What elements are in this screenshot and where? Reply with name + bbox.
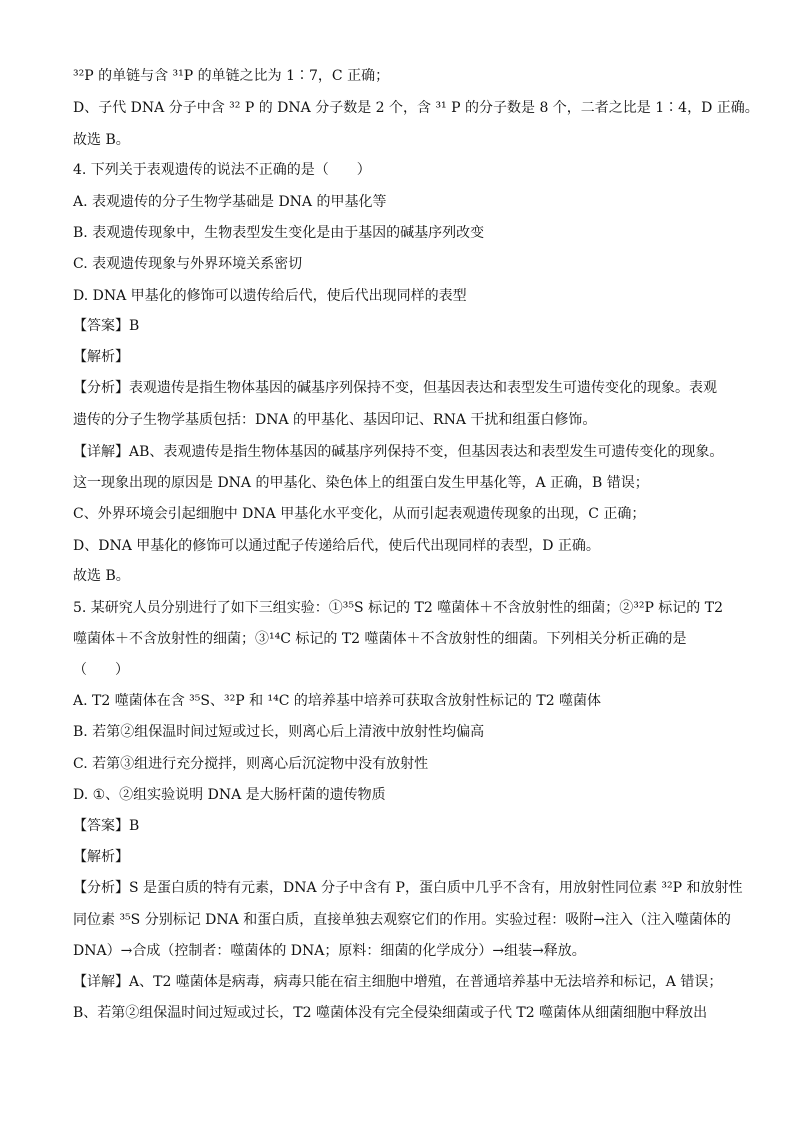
question-4-option-c: C. 表观遗传现象与外界环境关系密切 <box>73 256 303 272</box>
text-line-2: D、子代 DNA 分子中含 ³² P 的 DNA 分子数是 2 个，含 ³¹ P 的分子数是 8 个，二者之比是 1∶4，D 正确。 <box>73 100 759 116</box>
question-5-option-a: A. T2 噬菌体在含 ³⁵S、³²P 和 ¹⁴C 的培养基中培养可获取含放射性标记的 T2 噬菌体 <box>73 693 602 709</box>
question-4-conclusion: 故选 B。 <box>73 568 130 584</box>
question-5-analysis-line-2: 同位素 ³⁵S 分别标记 DNA 和蛋白质，直接单独去观察它们的作用。实验过程：吸附→注入（注入噬菌体的 <box>73 912 731 928</box>
question-4-analysis-line-2: 遗传的分子生物学基质包括：DNA 的甲基化、基因印记、RNA 干扰和组蛋白修饰。 <box>73 412 597 428</box>
text-line-1: ³²P 的单链与含 ³¹P 的单链之比为 1∶7，C 正确； <box>73 68 390 84</box>
question-5-stem-line-3: （ ） <box>73 662 129 678</box>
question-4-detail-line-1: 【详解】AB、表观遗传是指生物体基因的碱基序列保持不变，但基因表达和表型发生可遗传变化的现象。 <box>73 444 724 460</box>
question-5-option-b: B. 若第②组保温时间过短或过长，则离心后上清液中放射性均偏高 <box>73 724 485 740</box>
question-4-detail-line-3: C、外界环境会引起细胞中 DNA 甲基化水平变化，从而引起表观遗传现象的出现，C 正确； <box>73 506 646 522</box>
text-line-3: 故选 B。 <box>73 132 130 148</box>
question-4-option-d: D. DNA 甲基化的修饰可以遗传给后代，使后代出现同样的表型 <box>73 288 467 304</box>
question-5-option-c: C. 若第③组进行充分搅拌，则离心后沉淀物中没有放射性 <box>73 756 429 772</box>
question-5-detail-line-2: B、若第②组保温时间过短或过长，T2 噬菌体没有完全侵染细菌或子代 T2 噬菌体从细菌细胞中释放出 <box>73 1005 708 1021</box>
question-4-answer: 【答案】B <box>73 318 140 334</box>
question-4-detail-line-4: D、DNA 甲基化的修饰可以通过配子传递给后代，使后代出现同样的表型，D 正确。 <box>73 538 600 554</box>
question-4-option-b: B. 表观遗传现象中，生物表型发生变化是由于基因的碱基序列改变 <box>73 225 485 241</box>
question-5-analysis-line-3: DNA）→合成（控制者：噬菌体的 DNA；原料：细菌的化学成分）→组装→释放。 <box>73 943 586 959</box>
question-5-analysis-heading: 【解析】 <box>73 849 129 865</box>
question-5-detail-line-1: 【详解】A、T2 噬菌体是病毒，病毒只能在宿主细胞中增殖，在普通培养基中无法培养和标记，A 错误； <box>73 974 723 990</box>
question-5-analysis-line-1: 【分析】S 是蛋白质的特有元素，DNA 分子中含有 P，蛋白质中几乎不含有，用放射性同位素 ³²P 和放射性 <box>73 880 743 896</box>
question-4-detail-line-2: 这一现象出现的原因是 DNA 的甲基化、染色体上的组蛋白发生甲基化等，A 正确，B 错误； <box>73 475 649 491</box>
question-4-stem: 4. 下列关于表观遗传的说法不正确的是（ ） <box>73 162 371 178</box>
question-4-option-a: A. 表观遗传的分子生物学基础是 DNA 的甲基化等 <box>73 194 387 210</box>
question-5-stem-line-1: 5. 某研究人员分别进行了如下三组实验：①³⁵S 标记的 T2 噬菌体＋不含放射性的细菌；②³²P 标记的 T2 <box>73 600 724 616</box>
question-4-analysis-heading: 【解析】 <box>73 349 129 365</box>
question-4-analysis-line-1: 【分析】表观遗传是指生物体基因的碱基序列保持不变，但基因表达和表型发生可遗传变化的现象。表观 <box>73 380 717 396</box>
question-5-option-d: D. ①、②组实验说明 DNA 是大肠杆菌的遗传物质 <box>73 787 386 803</box>
question-5-stem-line-2: 噬菌体＋不含放射性的细菌；③¹⁴C 标记的 T2 噬菌体＋不含放射性的细菌。下列相关分析正确的是 <box>73 631 687 647</box>
question-5-answer: 【答案】B <box>73 818 140 834</box>
